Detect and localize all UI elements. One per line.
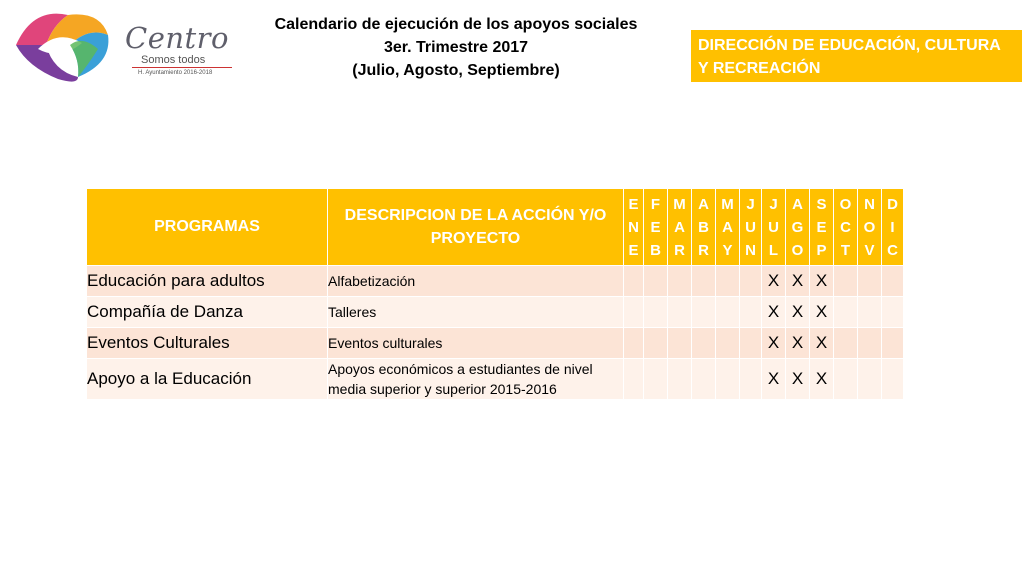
header-month-7: [786, 189, 810, 266]
program-description: Talleres: [328, 297, 624, 328]
month-letter: Y: [722, 241, 733, 259]
month-cell: [858, 297, 882, 328]
title-line-2: 3er. Trimestre 2017: [383, 39, 529, 56]
month-letter: D: [887, 195, 898, 213]
schedule-table: [86, 188, 904, 400]
month-letter: E: [650, 218, 661, 236]
header-month-0: [624, 189, 644, 266]
month-cell: [668, 359, 692, 400]
month-letter: I: [890, 218, 895, 236]
program-description: Eventos culturales: [328, 328, 624, 359]
month-cell: [834, 266, 858, 297]
page-title: [250, 13, 662, 82]
month-letter: M: [721, 195, 734, 213]
month-letter: N: [628, 218, 639, 236]
program-description: Apoyos económicos a estudiantes de nivel media superior y superior 2015-2016: [328, 359, 624, 400]
month-cell: [668, 297, 692, 328]
program-name: Eventos Culturales: [87, 328, 328, 359]
header-month-8: [810, 189, 834, 266]
month-cell: [692, 328, 716, 359]
month-cell: [858, 266, 882, 297]
title-line-1: Calendario de ejecución de los apoyos sociales: [274, 16, 638, 33]
month-cell: [692, 297, 716, 328]
logo-slogan: Somos todos: [141, 54, 206, 66]
month-letter: U: [768, 218, 779, 236]
header-month-5: [740, 189, 762, 266]
title-line-3: (Julio, Agosto, Septiembre): [352, 62, 560, 79]
month-letter: A: [722, 218, 733, 236]
month-cell: X: [810, 328, 834, 359]
centro-logo-icon: [8, 5, 118, 85]
table-row: [87, 359, 904, 400]
table-row: [87, 266, 904, 297]
logo: [8, 5, 238, 85]
month-letter: G: [791, 218, 804, 236]
month-cell: X: [786, 297, 810, 328]
header-description: DESCRIPCION DE LA ACCIÓN Y/O PROYECTO: [328, 189, 624, 266]
logo-divider: [132, 67, 232, 68]
month-cell: [882, 359, 904, 400]
month-letter: E: [628, 195, 639, 213]
header-month-10: [858, 189, 882, 266]
header-month-9: [834, 189, 858, 266]
month-letter: N: [864, 195, 875, 213]
month-cell: X: [786, 328, 810, 359]
month-cell: X: [810, 359, 834, 400]
month-letter: E: [628, 241, 639, 259]
month-letter: R: [674, 241, 685, 259]
month-cell: [644, 297, 668, 328]
month-letter: N: [745, 241, 756, 259]
header-month-2: [668, 189, 692, 266]
month-letter: S: [816, 195, 827, 213]
month-cell: [668, 328, 692, 359]
month-letter: C: [840, 218, 851, 236]
program-name: Educación para adultos: [87, 266, 328, 297]
month-letter: O: [791, 241, 804, 259]
program-name: Compañía de Danza: [87, 297, 328, 328]
month-cell: [644, 266, 668, 297]
month-cell: X: [762, 297, 786, 328]
month-cell: [692, 266, 716, 297]
month-cell: X: [762, 328, 786, 359]
month-letter: T: [840, 241, 851, 259]
month-cell: [624, 328, 644, 359]
month-cell: [716, 359, 740, 400]
month-letter: L: [768, 241, 779, 259]
month-cell: [834, 328, 858, 359]
month-cell: X: [786, 266, 810, 297]
program-name: Apoyo a la Educación: [87, 359, 328, 400]
month-cell: [882, 328, 904, 359]
month-cell: [882, 297, 904, 328]
month-letter: B: [698, 218, 709, 236]
month-cell: [740, 328, 762, 359]
month-cell: X: [786, 359, 810, 400]
month-cell: [668, 266, 692, 297]
header-programs: PROGRAMAS: [87, 189, 328, 266]
month-cell: [858, 328, 882, 359]
month-letter: C: [887, 241, 898, 259]
department-banner: DIRECCIÓN DE EDUCACIÓN, CULTURA Y RECREACIÓN: [691, 30, 1022, 82]
month-letter: V: [864, 241, 875, 259]
table-row: [87, 328, 904, 359]
header-month-4: [716, 189, 740, 266]
month-letter: U: [745, 218, 756, 236]
month-cell: X: [762, 359, 786, 400]
logo-wordmark: Centro: [125, 21, 230, 55]
table-row: [87, 297, 904, 328]
month-letter: A: [698, 195, 709, 213]
month-cell: [834, 297, 858, 328]
month-cell: [740, 266, 762, 297]
month-cell: [716, 328, 740, 359]
month-letter: F: [650, 195, 661, 213]
month-cell: [692, 359, 716, 400]
month-letter: B: [650, 241, 661, 259]
month-cell: [716, 297, 740, 328]
month-letter: O: [839, 195, 852, 213]
month-letter: P: [816, 241, 827, 259]
month-cell: X: [762, 266, 786, 297]
month-cell: [716, 266, 740, 297]
month-cell: [740, 297, 762, 328]
month-letter: J: [769, 195, 778, 213]
logo-subtitle: H. Ayuntamiento 2016-2018: [138, 70, 213, 76]
month-cell: [644, 359, 668, 400]
month-cell: [740, 359, 762, 400]
header-month-3: [692, 189, 716, 266]
month-cell: [858, 359, 882, 400]
month-cell: [624, 297, 644, 328]
header-month-1: [644, 189, 668, 266]
month-letter: R: [698, 241, 709, 259]
month-letter: A: [674, 218, 685, 236]
month-letter: M: [673, 195, 686, 213]
month-cell: [882, 266, 904, 297]
month-cell: [624, 359, 644, 400]
month-letter: E: [816, 218, 827, 236]
month-cell: [624, 266, 644, 297]
header-month-6: [762, 189, 786, 266]
table-header-row: [87, 189, 904, 266]
header-month-11: [882, 189, 904, 266]
month-cell: [644, 328, 668, 359]
month-letter: A: [792, 195, 803, 213]
month-cell: X: [810, 297, 834, 328]
month-letter: J: [746, 195, 755, 213]
month-letter: O: [863, 218, 876, 236]
month-cell: [834, 359, 858, 400]
program-description: Alfabetización: [328, 266, 624, 297]
month-cell: X: [810, 266, 834, 297]
